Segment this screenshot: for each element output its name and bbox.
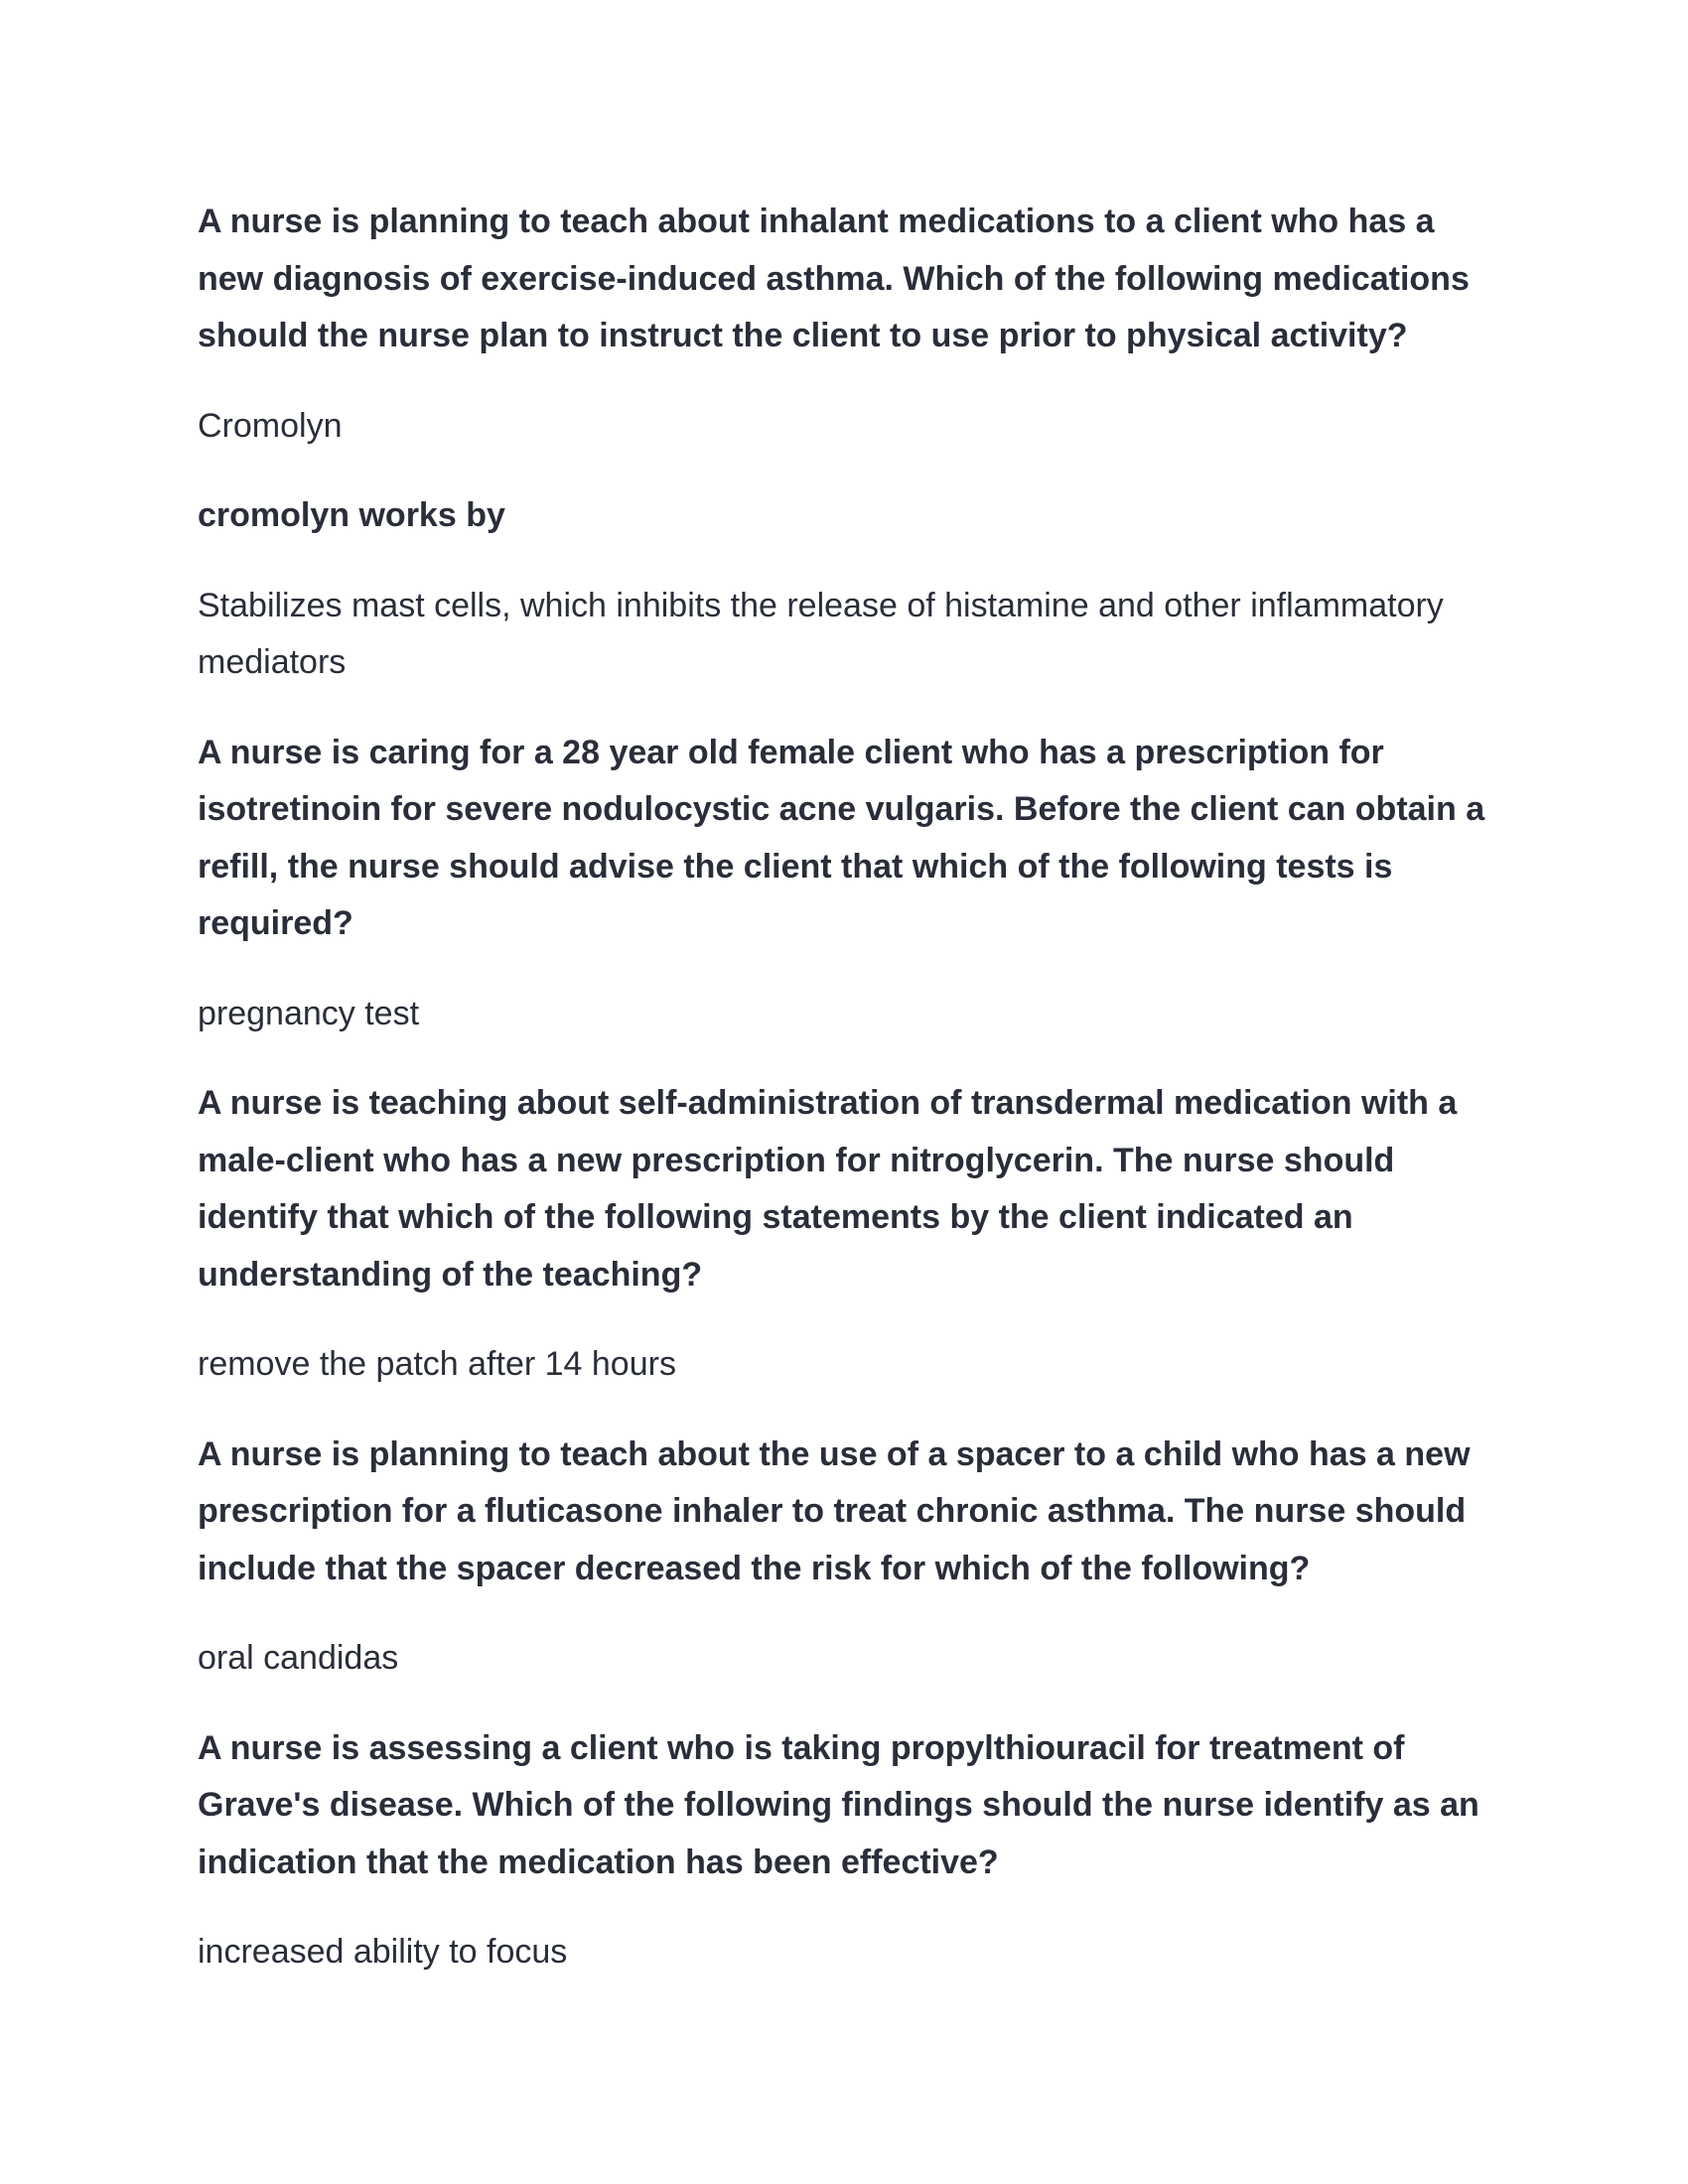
flashcard <box>198 487 1498 692</box>
answer-text: remove the patch after 14 hours <box>198 1345 676 1383</box>
question-text: A nurse is teaching about self-administration of transdermal medication with a male-client who has a new prescription for nitroglycerin. The nurse should identify that which of the following statements by the client indicated an understanding of the teaching? <box>198 1084 1458 1294</box>
answer-text: pregnancy test <box>198 994 420 1032</box>
question-text: A nurse is planning to teach about the use of a spacer to a child who has a new prescription for a fluticasone inhaler to treat chronic asthma. The nurse should include that the spacer decreased the risk for which of the following? <box>198 1434 1471 1587</box>
answer-text: increased ability to focus <box>198 1933 568 1971</box>
flashcard <box>198 1427 1498 1688</box>
flashcard <box>198 1720 1498 1981</box>
flashcard <box>198 194 1498 455</box>
answer-text: Cromolyn <box>198 406 343 445</box>
document-page <box>198 194 1498 2014</box>
question-text: A nurse is assessing a client who is taking propylthiouracil for treatment of Grave's disease. Which of the following findings should the nurse identify as an indication that the medication has been effective? <box>198 1728 1479 1881</box>
question-text: A nurse is caring for a 28 year old female client who has a prescription for isotretinoin for severe nodulocystic acne vulgaris. Before the client can obtain a refill, the nurse should advise the client that which of the following tests is required? <box>198 733 1485 942</box>
question-text: A nurse is planning to teach about inhalant medications to a client who has a new diagnosis of exercise-induced asthma. Which of the following medications should the nurse plan to instruct the client to use prior to physical activity? <box>198 203 1470 354</box>
answer-text: oral candidas <box>198 1639 399 1677</box>
flashcard <box>198 725 1498 1043</box>
answer-text: Stabilizes mast cells, which inhibits the release of histamine and other inflammatory mediators <box>198 586 1444 681</box>
question-text: cromolyn works by <box>198 496 505 534</box>
flashcard <box>198 1075 1498 1394</box>
